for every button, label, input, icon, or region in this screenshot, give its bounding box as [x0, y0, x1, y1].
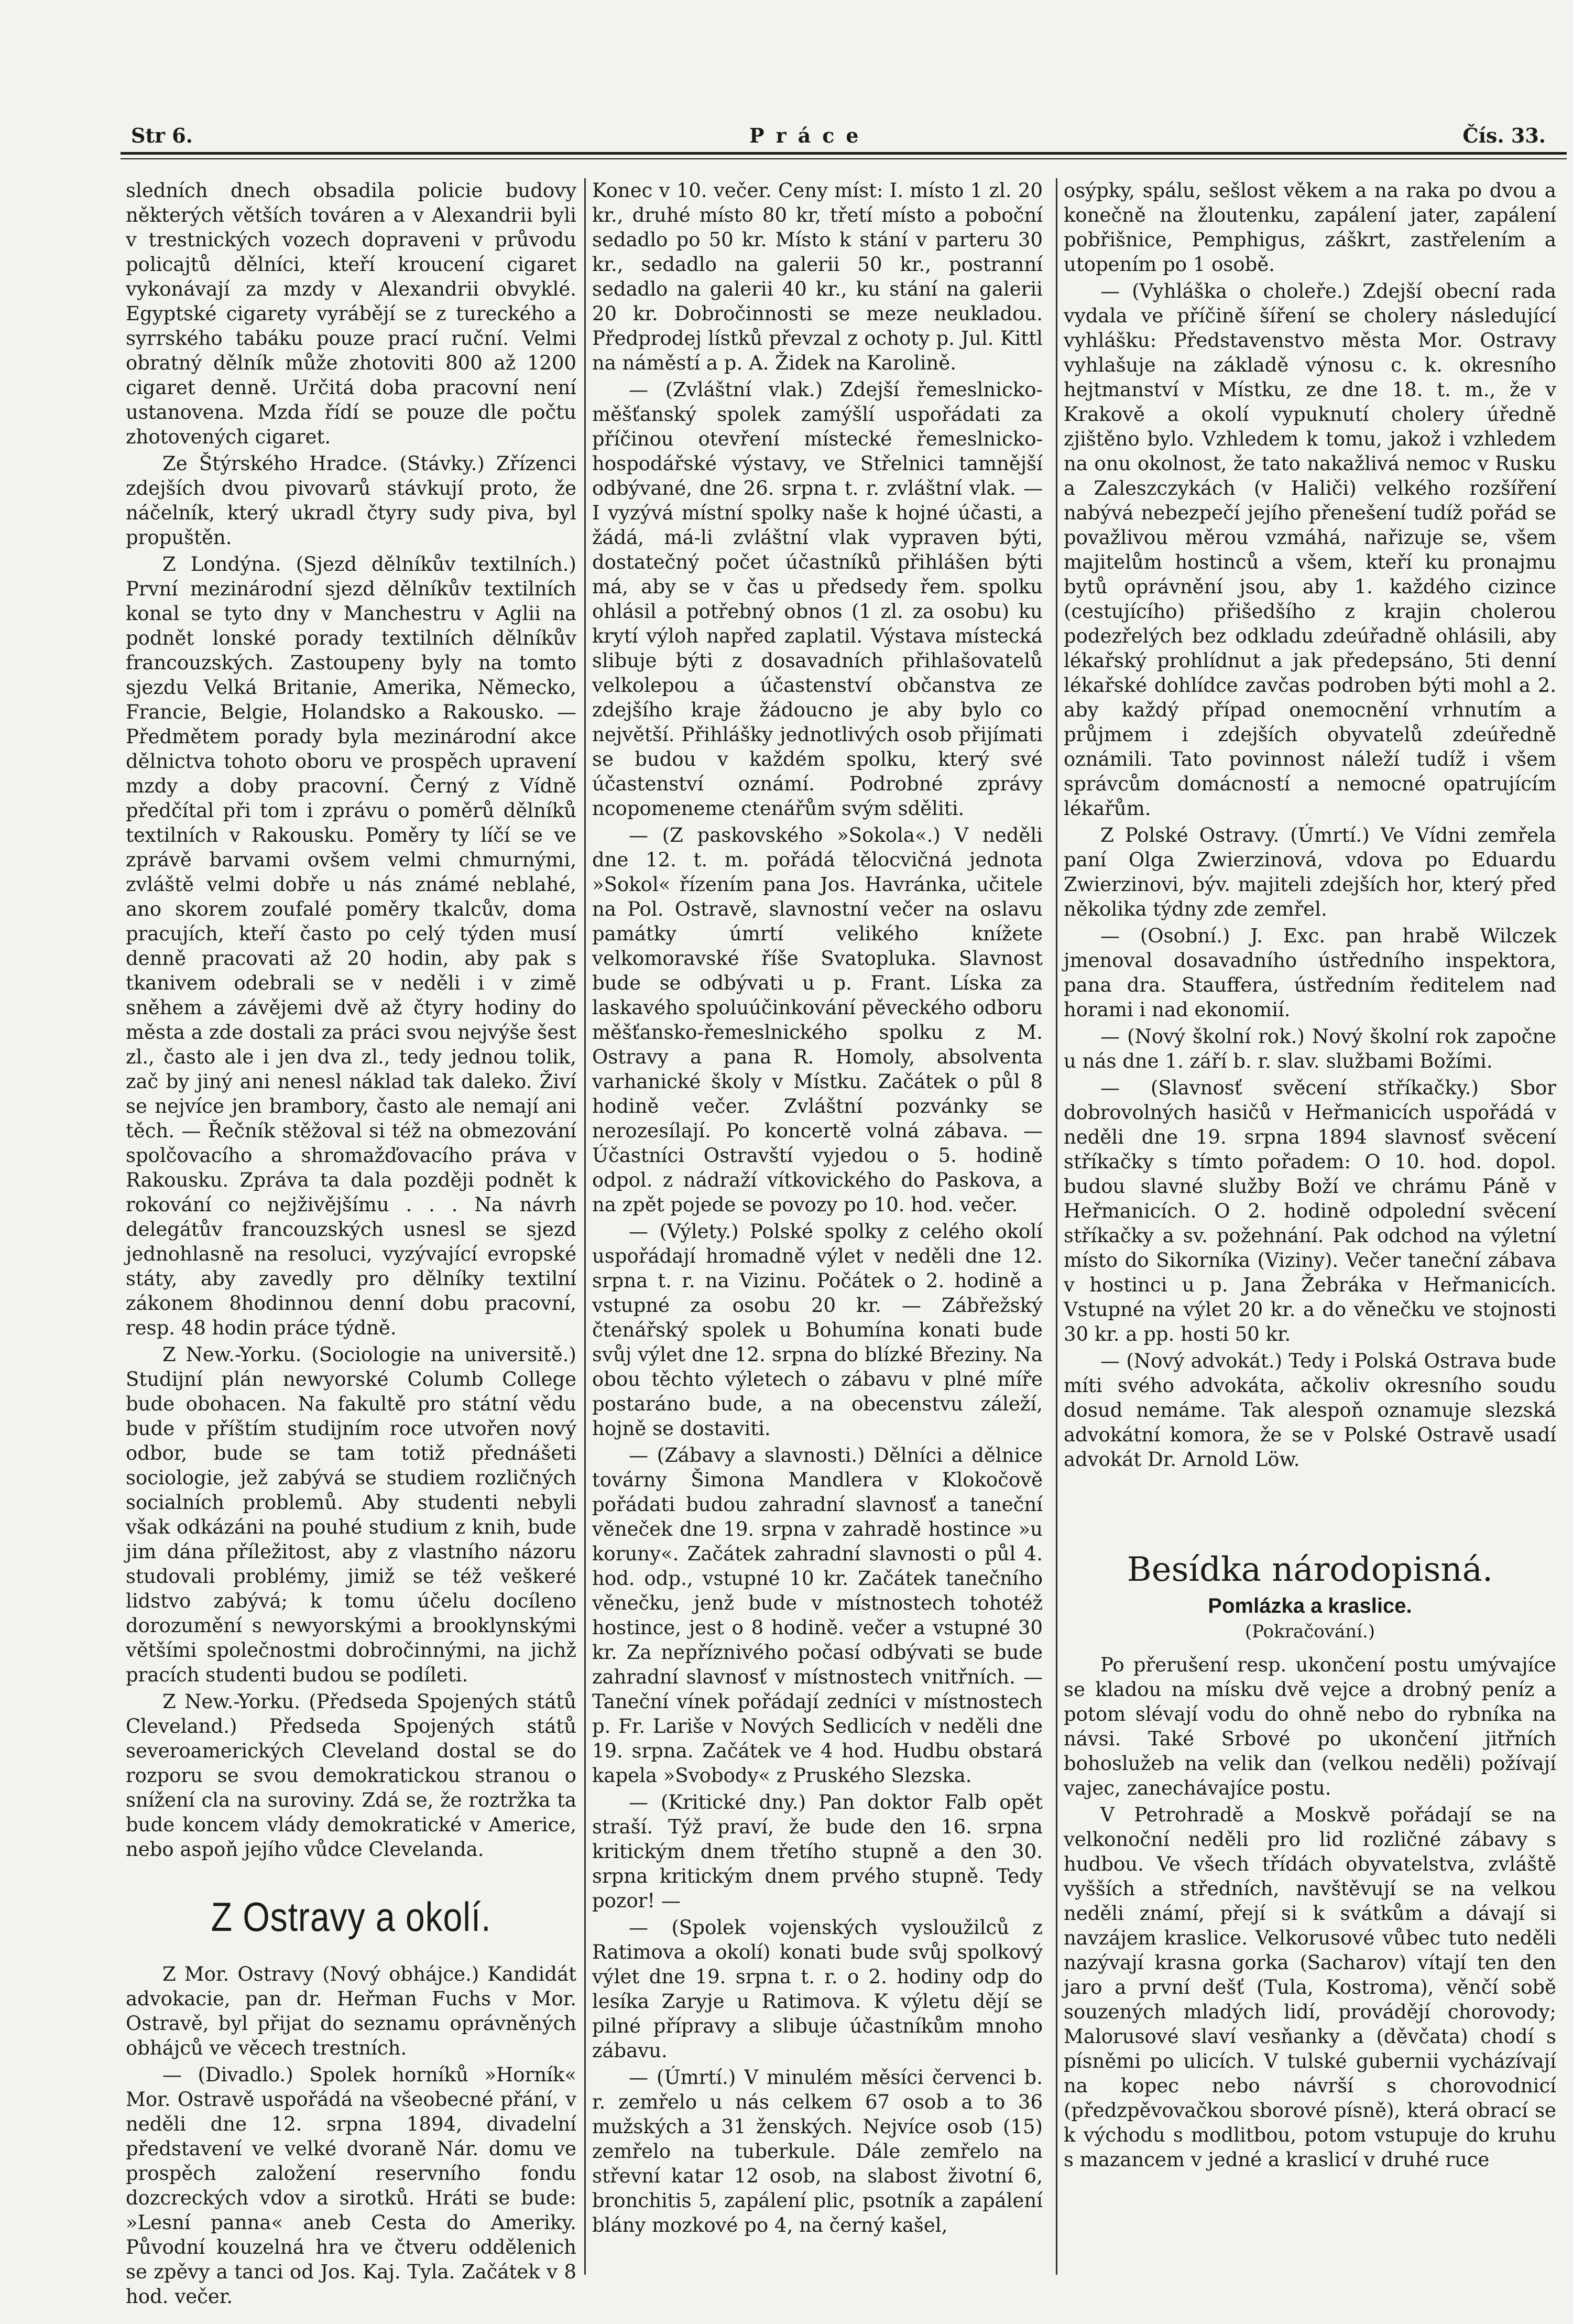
article-special-train: — (Zvláštní vlak.) Zdejší řemeslnicko-měšťanský spolek zamýšlí uspořádati za příčinou otevření místecké řemeslnicko-hospodářské výstavy, ve Střelnici tamnější odbývané, dne 26. srpna t. r. zvláštní vlak. — I vyzývá místní spolky naše k hojné účasti, a žádá, má-li zvláštní vlak vypraven býti, dostatečný počet účastníků přihlášen býti má, aby se v čas u předsedy řem. spolku ohlásil a potřebný obnos (1 zl. za osobu) ku krytí výloh napřed zaplatil. Výstava místecká slibuje býti z dosavadních přihlašovatelů velkolepou a účastenství občanstva ze zdejšího kraje žádoucno je aby bylo co největší. Přihlášky jednotlivých osob přijímati se budou v každém spolku, který své účastenství oznámí. Podrobné zprávy ncopomeneme ctenářům svým sděliti.: [592, 378, 1043, 820]
header-rule-thick: [121, 152, 1567, 155]
article-deaths-cont: osýpky, spálu, sešlost věkem a na raka po dvou a konečně na žloutenku, zapálení jater, zapálení pobřišnice, Pemphigus, záškrt, zastřelením a utopením po 1 osobě.: [1064, 179, 1556, 276]
article-london-textile-congress: Z Londýna. (Sjezd dělníkův textilních.) První mezinárodní sjezd dělníkův textilních konal se tyto dny v Manchestru v Aglii na podnět lonské porady textilních dělníkův francouzských. Zastoupeny byly na tomto sjezdu Velká Britanie, Amerika, Německo, Francie, Belgie, Holandsko a Rakousko. — Předmětem porady byla mezinárodní akce dělnictva tohoto oboru ve prospěch upravení mzdy a doby pracovní. Černý z Vídně předčítal při tom i zprávu o poměrů dělníků textilních v Rakousku. Poměry ty líčí se ve zprávě barvami ovšem velmi chmurnými, zvláště velmi dobře u nás známé neblahé, ano skorem zoufalé poměry tkalcův, doma pracujích, kteří často po celý týden musí denně pracovati až 20 hodin, aby pak s tkanivem odebrali se v neděli i v zimě sněhem a závějemi dvě až čtyry hodiny do města a zde dostali za práci svou nejvýše šest zl., často ale i jen dva zl., tedy jednou tolik, zač by jiný ani nenesl náklad tak daleko. Živí se nejvíce jen brambory, často ale nemají ani těch. — Řečník stěžoval si též na obmezování spolčovacího a shromažďovacího práva v Rakousku. Zpráva ta dala později podnět k rokování co nejživějšímu . . . Na návrh delegátův francouzských usnesl se sjezd jednohlasně na resoluci, vyzývající evropské státy, aby zavedly pro dělníky textilní zákonem 8hodinnou denní dobu pracovní, resp. 48 hodin práce týdně.: [126, 553, 576, 1339]
section-heading-ostrava: Z Ostravy a okolí.: [211, 1894, 491, 1940]
feuilleton-subtitle: Pomlázka a kraslice.: [1208, 1594, 1412, 1617]
feuilleton-continued: (Pokračování.): [1244, 1621, 1375, 1642]
column-3: [1064, 178, 1556, 2275]
column-divider-1: [584, 178, 586, 2275]
page-number: Str 6.: [131, 124, 193, 147]
article-trips: — (Výlety.) Polské spolky z celého okolí uspořádají hromadně výlet v neděli dne 12. srpna t. r. na Vizinu. Počátek o 2. hodině a vstupné za osobu 20 kr. — Zábřežský čtenářský spolek u Bohumína konati bude svůj výlet dne 12. srpna do blízké Březiny. Na obou těchto výletech o zábavu v plné míře postaráno bude, a na obecenstvu záleží, hojně se dostaviti.: [592, 1220, 1043, 1440]
article-new-attorney: Z Mor. Ostravy (Nový obhájce.) Kandidát advokacie, pan dr. Heřman Fuchs v Mor. Ostravě, byl přijat do seznamu oprávněných obhájců ve věcech trestních.: [126, 1963, 576, 2059]
article-personal: — (Osobní.) J. Exc. pan hrabě Wilczek jmenoval dosavadního ústředního inspektora, pana dra. Stauffera, ústředním ředitelem nad horami i nad ekonomií.: [1064, 925, 1556, 1021]
article-veterans: — (Spolek vojenských vysloužilců z Ratimova a okolí) konati bude svůj spolkový výlet dne 19. srpna t. r. o 2. hodiny odp do lesíka Zaryje u Ratimova. K výletu dějí se pilné přípravy a slibuje účastníkům mnoho zábavu.: [592, 1916, 1043, 2062]
feuilleton-title: Besídka národopisná.: [1127, 1550, 1493, 1589]
article-school-year: — (Nový školní rok.) Nový školní rok započne u nás dne 1. září b. r. slav. službami Božími.: [1064, 1025, 1556, 1072]
article-theatre-cont: Konec v 10. večer. Ceny míst: I. místo 1 zl. 20 kr., druhé místo 80 kr, třetí místo a poboční sedadlo po 50 kr. Místo k stání v parteru 30 kr., sedadlo na galerii 50 kr., postranní sedadlo na galerii 40 kr., ku stání na galerii 20 kr. Dobročinnosti se meze neukladou. Předprodej lístků převzal z ochoty p. Jul. Kittl na náměstí a p. A. Židek na Karolině.: [592, 179, 1043, 374]
column-1: [126, 178, 576, 2308]
newspaper-page: [121, 121, 1567, 2308]
article-newyork-sociology: Z New.-Yorku. (Sociologie na universitě.) Studijní plán newyorské Columb College bude obohacen. Na fakultě pro státní vědu bude v příštím studijním roce utvořen nový odbor, bude se tam totiž přednášeti sociologie, jež zabývá se studiem rozličných socialních problemů. Aby studenti nebyli však odkázáni na pouhé studium z knih, bude jim dána příležitost, aby z vlastního názoru studovali problémy, jimiž se též veškeré lidstvo zabývá; k tomu účelu docíleno dorozumění s newyorskými a brooklynskými většími společnostmi dobročinnými, na jichž pracích studenti budou se podíleti.: [126, 1343, 576, 1686]
article-polish-ostrava-death: Z Polské Ostravy. (Úmrtí.) Ve Vídni zemřela paní Olga Zwierzinová, vdova po Eduardu Zwierzinovi, býv. majiteli zdejších hor, který před několika týdny zde zemřel.: [1064, 824, 1556, 920]
feuilleton-para-2: V Petrohradě a Moskvě pořádají se na velkonoční neděli pro lid rozličné zábavy s hudbou. Ve všech třídách obyvatelstva, zvláště vyšších a středních, navštěvují se na velkou neděli známí, přejí si k svátkům a dávají si navzájem kraslice. Velkorusové vůbec tuto neděli nazývají krasna gorka (Sacharov) vítají ten den jaro a první dešť (Tula, Kostroma), věnčí sobě souzených mladých lidí, provádějí chorovody; Malorusové slaví vesňanky a (děvčata) chodí s písněmi po ulicích. V tulské gubernii vycházívají na kopec nebo návrší s chorovodnicí (předzpěvovačkou sborové písně), která obrací se k východu s modlitbou, potom vstupuje do kruhu s mazancem v jedné a kraslicí v druhé ruce: [1064, 1804, 1556, 2171]
article-theatre: — (Divadlo.) Spolek horníků »Horník« Mor. Ostravě uspořádá na všeobecné přání, v neděli dne 12. srpna 1894, divadelní představení ve velké dvoraně Nár. domu ve prospěch založení reservního fondu dozcreckých vdov a sirotků. Hráti se bude: »Lesní panna« aneb Cesta do Ameriky. Původní kouzelná hra ve čtveru oddělenich se zpěvy a tanci od Jos. Kaj. Tyla. Začátek v 8 hod. večer.: [126, 2064, 576, 2308]
issue-number: Čís. 33.: [1462, 124, 1546, 147]
article-egypt-cigarettes: sledních dnech obsadila policie budovy některých větších továren a v Alexandrii byli v trestnických vozech dopraveni v průvodu policajtů dělníci, kteří kroucení cigaret vykonávají za mzdy v Alexandrii obvyklé. Egyptské cigarety vyrábějí se z tureckého a syrrského tabáku pouze prací ruční. Velmi obratný dělník může zhotoviti 800 až 1200 cigaret denně. Určitá doba pracovní není ustanovena. Mzda řídí se pouze dle počtu zhotovených cigaret.: [126, 179, 576, 448]
article-deaths: — (Úmrtí.) V minulém měsíci červenci b. r. zemřelo u nás celkem 67 osob a to 36 mužských a 31 ženských. Nejvíce osob (15) zemřelo na tuberkule. Dále zemřelo na střevní katar 12 osob, na slabost životní 6, bronchitis 5, zapálení plic, psotník a zapálení blány mozkové po 4, na černý kašel,: [592, 2066, 1043, 2236]
column-2: [592, 178, 1043, 2275]
article-fire-engine: — (Slavnosť svěcení stříkačky.) Sbor dobrovolných hasičů v Heřmanicích uspořádá v neděli dne 19. srpna 1894 slavnosť svěcení stříkačky s tímto pořadem: O 10. hod. dopol. budou slavné služby Boží ve chrámu Páně v Heřmanicích. O 2. hodině odpolední svěcení stříkačky a sv. požehnání. Pak odchod na výletní místo do Sikorníka (Viziny). Večer taneční zábava v hostinci u p. Jana Žebráka v Heřmanicích. Vstupné na výlet 20 kr. a do věnečku ve stojnosti 30 kr. a pp. hosti 50 kr.: [1064, 1077, 1556, 1345]
article-newyork-cleveland: Z New.-Yorku. (Předseda Spojených států Cleveland.) Předseda Spojených států severoamerických Cleveland dostal se do rozporu se svou demokratickou stranou o snížení cla na suroviny. Zdá se, že roztržka ta bude koncem vlády demokratické v Americe, nebo aspoň jejího vůdce Clevelanda.: [126, 1690, 576, 1861]
column-divider-2: [1056, 178, 1057, 2275]
header-rule-thin: [121, 158, 1567, 159]
article-cholera-notice: — (Vyhláška o choleře.) Zdejší obecní rada vydala ve příčině šíření se cholery následující vyhlášku: Představenstvo města Mor. Ostravy vyhlašuje na základě výnosu c. k. okresního hejtmanství v Místku, ze dne 18. t. m., že v Krakově a okolí vypuknutí cholery úředně zjištěno bylo. Vzhledem k tomu, jakož i vzhledem na onu okolnost, že tato nakažlivá nemoc v Rusku a Zaleszczykách (v Haliči) velkého rozšíření nabývá nebezpečí jejího přenešení tudíž pořád se považlivou měrou vzmáhá, nařizuje se, všem majitelům hostinců a všem, kteří ku pronajmu bytů oprávnění jsou, aby 1. každého cizince (cestujícího) přišedšího z krajin cholerou podezřelých bez odkladu zdeúřadně ohlásili, aby lékařský prohlídnut a jak předepsáno, 5ti denní lékařské dohlídce zavčas podroben býti mohl a 2. aby každý případ onemocnění vrhnutím a průjmem i zdejších obyvatelů zdeúředně oznámili. Tato povinnost náleží tudíž i všem správcům domácností a nemocné opatrujícím lékařům.: [1064, 280, 1556, 820]
article-graz-strikes: Ze Štýrského Hradce. (Stávky.) Zřízenci zdejších dvou pivovarů stávkují proto, že náčelník, který ukradl čtyry sudy piva, byl propuštěn.: [126, 452, 576, 549]
article-new-advocate: — (Nový advokát.) Tedy i Polská Ostrava bude míti svého advokáta, ačkoliv okresního soudu dosud nemáme. Tak alespoň oznamuje slezská advokátní komora, že se v Polské Ostravě usadí advokát Dr. Arnold Löw.: [1064, 1350, 1556, 1471]
newspaper-title: Práce: [749, 124, 870, 147]
article-entertainment: — (Zábavy a slavnosti.) Dělníci a dělnice továrny Šimona Mandlera v Klokočově pořádati budou zahradní slavnosť a taneční věneček dne 19. srpna v zahradě hostince »u koruny«. Začátek zahradní slavnosti o půl 4. hod. odp., vstupné 10 kr. Začátek tanečního věnečku, jenž bude v místnostech tohotéž hostince, jest o 8 hodině. večer a vstupné 30 kr. Za nepříznivého počasí odbývati se bude zahradní slavnosť v místnostech vnitřních. — Taneční vínek pořádají zedníci v místnostech p. Fr. Lariše v Nových Sedlicích v neděli dne 19. srpna. Začátek ve 4 hod. Hudbu obstará kapela »Svobody« z Pruského Slezska.: [592, 1444, 1043, 1787]
article-sokol-paskov: — (Z paskovského »Sokola«.) V neděli dne 12. t. m. pořádá tělocvičná jednota »Sokol« řízením pana Jos. Havránka, učitele na Pol. Ostravě, slavnostní večer na oslavu památky úmrtí velikého knížete velkomoravské říše Svatopluka. Slavnost bude se odbývati u p. Frant. Líska za laskavého spoluúčinkování pěveckého odboru měšťansko-řemeslnického spolku z M. Ostravy a pana R. Homoly, absolventa varhanické školy v Místku. Začátek o půl 8 hodině večer. Zvláštní pozvánky se nerozesílají. Po koncertě volná zábava. — Účastníci Ostravští vyjedou o 5. hodině odpol. z nádraží vítkovického do Paskova, a na zpět pojede se povozy po 10. hod. večer.: [592, 824, 1043, 1216]
feuilleton-para-1: Po přerušení resp. ukončení postu umývajíce se kladou na mísku dvě vejce a drobný peníz a potom slévají vodu do ohně nebo do rybníka na návsi. Také Srbové po ukončení jitřních bohoslužeb na velik dan (velkou neděli) požívají vajec, zanechávajíce postu.: [1064, 1654, 1556, 1799]
article-critical-days: — (Kritické dny.) Pan doktor Falb opět straší. Týž praví, že bude den 16. srpna kritickým dnem třetího stupně a den 30. srpna kritickým dnem prvého stupně. Tedy pozor! —: [592, 1791, 1043, 1912]
page-header: [121, 121, 1567, 152]
